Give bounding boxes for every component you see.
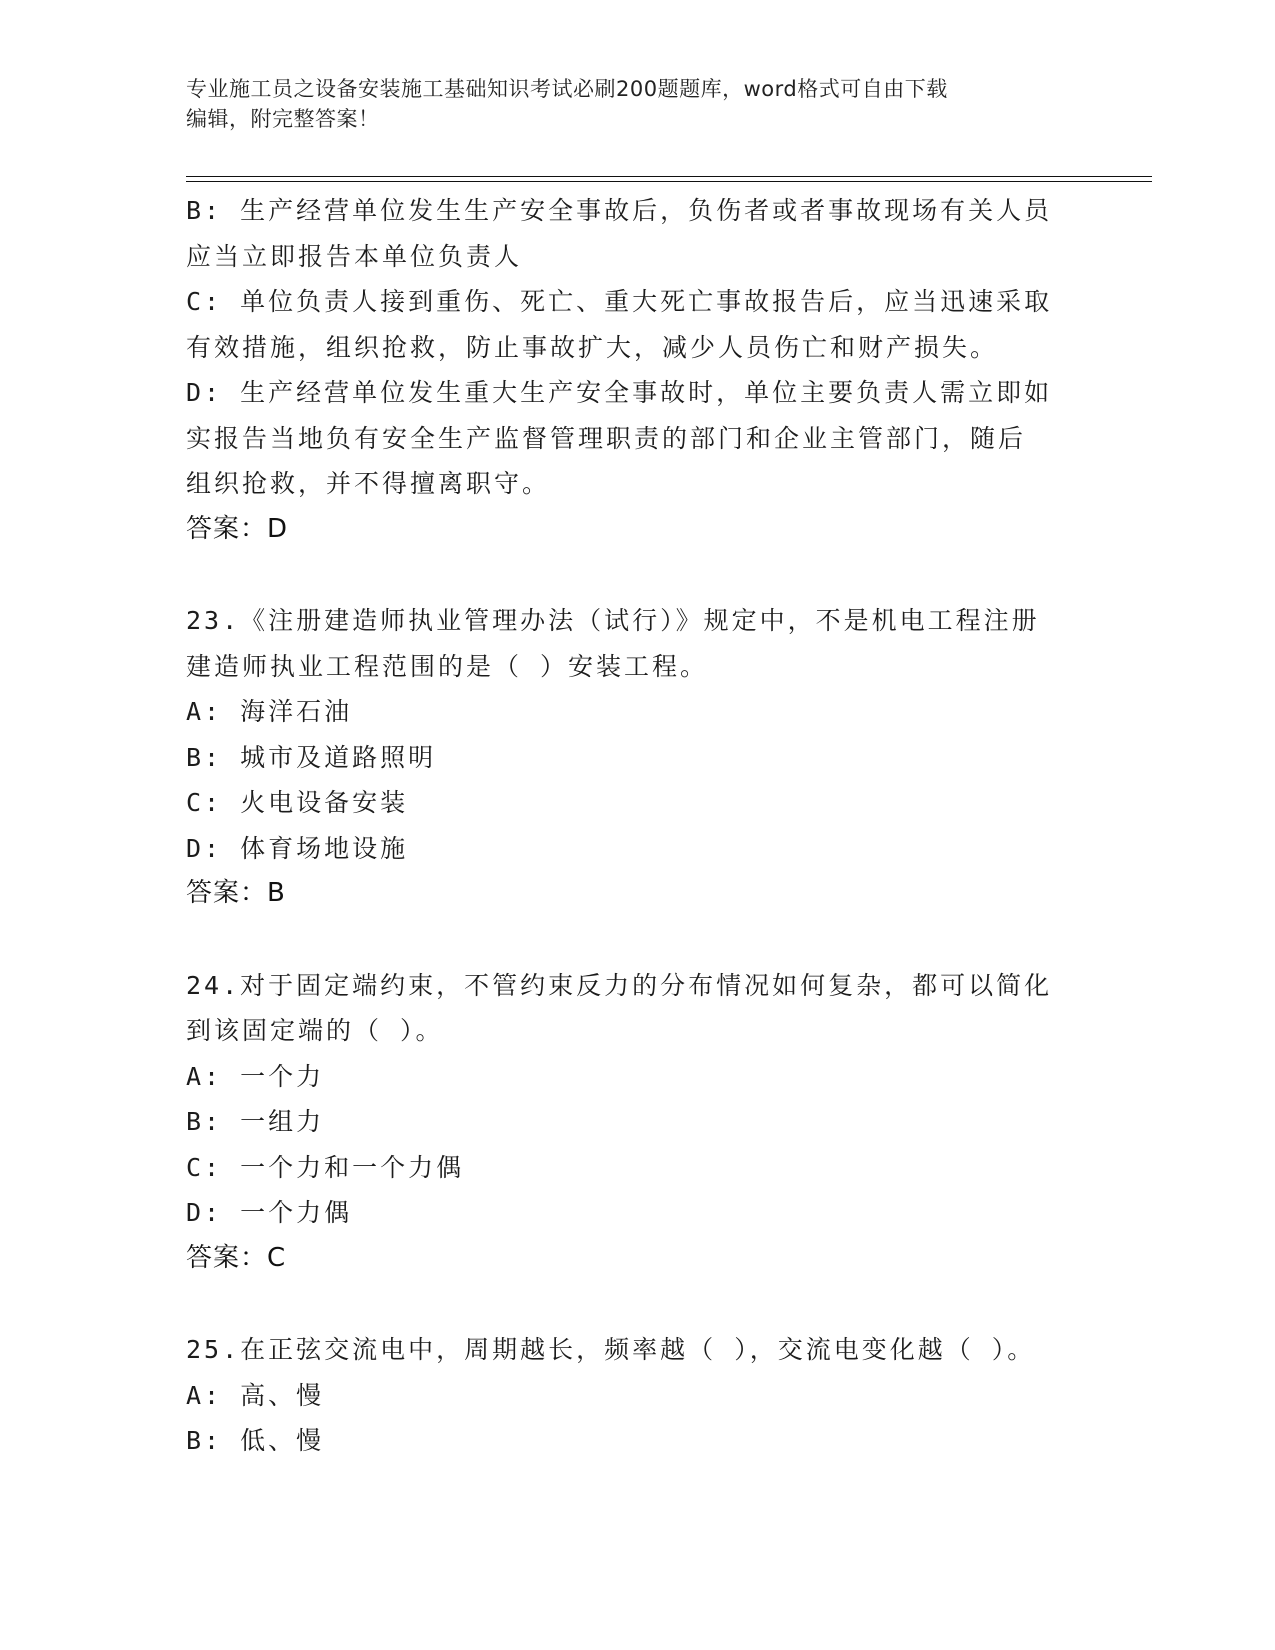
option-c: C: 火电设备安装 (186, 788, 409, 817)
answer-label: 答案：D (186, 513, 289, 544)
spacer (186, 552, 1066, 598)
answer-label: 答案：B (186, 878, 286, 908)
header-line-2: 编辑，附完整答案！ (186, 107, 380, 131)
header-divider-bottom (186, 181, 1152, 182)
header-divider-top (186, 176, 1152, 177)
option-a: A: 海洋石油 (186, 697, 353, 726)
question-stem-line: 23.《注册建造师执业管理办法（试行）》规定中，不是机电工程注册 (186, 606, 1040, 635)
option-c: C: 一个力和一个力偶 (186, 1152, 465, 1182)
option-c-line: C: 单位负责人接到重伤、死亡、重大死亡事故报告后，应当迅速采取 (186, 287, 1053, 316)
document-body (186, 188, 1066, 1464)
option-b: B: 低、慢 (186, 1426, 325, 1455)
question-stem-line: 建造师执业工程范围的是（ ）安装工程。 (186, 651, 709, 681)
option-c-line: 有效措施，组织抢救，防止事故扩大，减少人员伤亡和财产损失。 (186, 332, 999, 362)
option-d: D: 一个力偶 (186, 1198, 353, 1227)
option-d: D: 体育场地设施 (186, 833, 409, 863)
spacer (186, 1281, 1066, 1327)
document-header (186, 74, 1086, 134)
option-a: A: 一个力 (186, 1061, 325, 1091)
option-d-line: 实报告当地负有安全生产监督管理职责的部门和企业主管部门，随后 (186, 423, 1027, 453)
option-d-line: 组织抢救，并不得擅离职守。 (186, 469, 551, 498)
question-23 (186, 598, 1066, 917)
question-24 (186, 963, 1066, 1282)
option-a: A: 高、慢 (186, 1380, 325, 1410)
answer-label: 答案：C (186, 1242, 287, 1273)
option-b: B: 城市及道路照明 (186, 742, 437, 772)
option-b-line: 应当立即报告本单位负责人 (186, 241, 523, 271)
question-22-continued (186, 188, 1066, 552)
spacer (186, 917, 1066, 963)
header-line-1: 专业施工员之设备安装施工基础知识考试必刷200题题库，word格式可自由下载 (186, 77, 948, 101)
question-25 (186, 1327, 1066, 1464)
question-stem-line: 到该固定端的（ ）。 (186, 1016, 444, 1045)
option-b-line: B: 生产经营单位发生生产安全事故后，负伤者或者事故现场有关人员 (186, 196, 1053, 225)
option-b: B: 一组力 (186, 1107, 325, 1136)
question-stem-line: 25.在正弦交流电中，周期越长，频率越（ ），交流电变化越（ ）。 (186, 1335, 1036, 1364)
option-d-line: D: 生产经营单位发生重大生产安全事故时，单位主要负责人需立即如 (186, 378, 1053, 407)
question-stem-line: 24.对于固定端约束，不管约束反力的分布情况如何复杂，都可以简化 (186, 970, 1053, 1000)
